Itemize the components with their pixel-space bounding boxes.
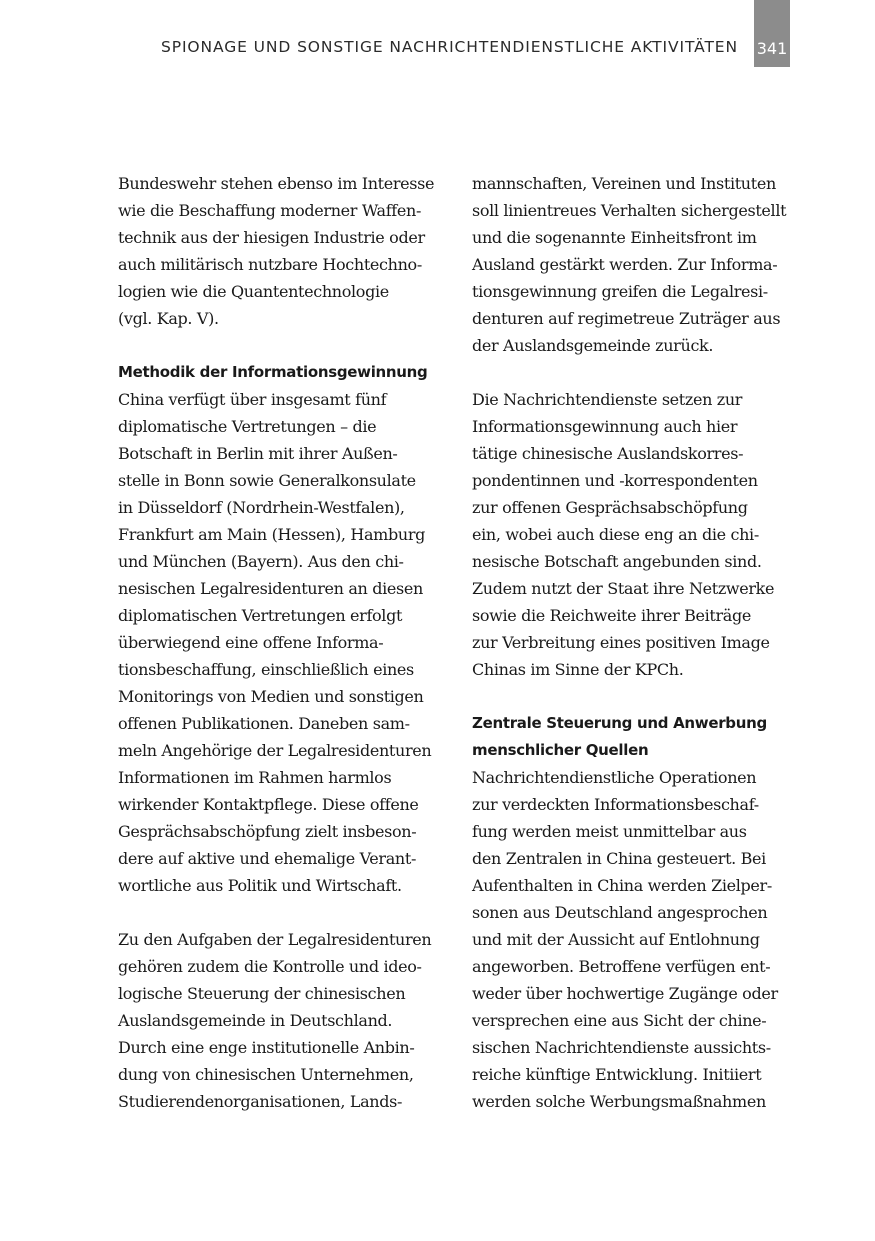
paragraph bbox=[118, 386, 453, 899]
running-header bbox=[0, 0, 875, 68]
text-line: Die Nachrichtendienste setzen zur bbox=[472, 390, 743, 409]
paragraph-spacer bbox=[472, 683, 807, 710]
text-line: Studierendenorganisationen, Lands- bbox=[118, 1092, 403, 1111]
text-line: wortliche aus Politik und Wirtschaft. bbox=[118, 876, 402, 895]
text-line: reiche künftige Entwicklung. Initiiert bbox=[472, 1065, 762, 1084]
text-line: und die sogenannte Einheitsfront im bbox=[472, 228, 757, 247]
text-line: Botschaft in Berlin mit ihrer Außen- bbox=[118, 444, 398, 463]
text-line: Chinas im Sinne der KPCh. bbox=[472, 660, 684, 679]
text-line: (vgl. Kap. V). bbox=[118, 309, 219, 328]
text-line: sowie die Reichweite ihrer Beiträge bbox=[472, 606, 751, 625]
text-line: gehören zudem die Kontrolle und ideo- bbox=[118, 957, 422, 976]
text-line: auch militärisch nutzbare Hochtechno- bbox=[118, 255, 422, 274]
text-line: denturen auf regimetreue Zuträger aus bbox=[472, 309, 781, 328]
text-line: der Auslandsgemeinde zurück. bbox=[472, 336, 714, 355]
text-line: Auslandsgemeinde in Deutschland. bbox=[118, 1011, 393, 1030]
section-heading: Methodik der Informationsgewinnung bbox=[118, 363, 428, 381]
running-title: SPIONAGE UND SONSTIGE NACHRICHTENDIENSTLICHE AKTIVITÄTEN bbox=[160, 38, 738, 56]
section-heading: Zentrale Steuerung und Anwerbung bbox=[472, 714, 767, 732]
text-line: meln Angehörige der Legalresidenturen bbox=[118, 741, 432, 760]
text-column-left bbox=[118, 170, 453, 1115]
text-line: Gesprächsabschöpfung zielt insbeson- bbox=[118, 822, 417, 841]
text-line: pondentinnen und -korrespondenten bbox=[472, 471, 758, 490]
text-column-right bbox=[472, 170, 807, 1115]
paragraph-spacer bbox=[118, 332, 453, 359]
text-line: offenen Publikationen. Daneben sam- bbox=[118, 714, 410, 733]
text-line: tionsgewinnung greifen die Legalresi- bbox=[472, 282, 768, 301]
text-line: technik aus der hiesigen Industrie oder bbox=[118, 228, 425, 247]
text-line: werden solche Werbungsmaßnahmen bbox=[472, 1092, 766, 1111]
text-line: Bundeswehr stehen ebenso im Interesse bbox=[118, 174, 435, 193]
text-line: zur offenen Gesprächsabschöpfung bbox=[472, 498, 748, 517]
text-line: sischen Nachrichtendienste aussichts- bbox=[472, 1038, 771, 1057]
paragraph bbox=[118, 170, 453, 332]
text-line: logische Steuerung der chinesischen bbox=[118, 984, 406, 1003]
text-line: Informationen im Rahmen harmlos bbox=[118, 768, 392, 787]
text-line: und mit der Aussicht auf Entlohnung bbox=[472, 930, 760, 949]
text-line: Frankfurt am Main (Hessen), Hamburg bbox=[118, 525, 426, 544]
text-line: stelle in Bonn sowie Generalkonsulate bbox=[118, 471, 416, 490]
text-line: angeworben. Betroffene verfügen ent- bbox=[472, 957, 771, 976]
section-heading: menschlicher Quellen bbox=[472, 741, 649, 759]
text-line: ein, wobei auch diese eng an die chi- bbox=[472, 525, 759, 544]
text-line: zur verdeckten Informationsbeschaf- bbox=[472, 795, 759, 814]
text-line: Informationsgewinnung auch hier bbox=[472, 417, 738, 436]
text-line: versprechen eine aus Sicht der chine- bbox=[472, 1011, 767, 1030]
text-line: China verfügt über insgesamt fünf bbox=[118, 390, 387, 409]
text-line: logien wie die Quantentechnologie bbox=[118, 282, 389, 301]
text-line: dere auf aktive und ehemalige Verant- bbox=[118, 849, 416, 868]
text-line: diplomatische Vertretungen – die bbox=[118, 417, 377, 436]
paragraph bbox=[472, 764, 807, 1115]
paragraph bbox=[472, 170, 807, 359]
text-line: Aufenthalten in China werden Zielper- bbox=[472, 876, 772, 895]
paragraph-spacer bbox=[118, 899, 453, 926]
text-line: Durch eine enge institutionelle Anbin- bbox=[118, 1038, 415, 1057]
page-number: 341 bbox=[756, 39, 788, 58]
text-line: wie die Beschaffung moderner Waffen- bbox=[118, 201, 421, 220]
text-line: überwiegend eine offene Informa- bbox=[118, 633, 384, 652]
paragraph bbox=[472, 386, 807, 683]
text-line: diplomatischen Vertretungen erfolgt bbox=[118, 606, 403, 625]
text-line: weder über hochwertige Zugänge oder bbox=[472, 984, 778, 1003]
text-line: in Düsseldorf (Nordrhein-Westfalen), bbox=[118, 498, 405, 517]
text-line: zur Verbreitung eines positiven Image bbox=[472, 633, 770, 652]
paragraph-spacer bbox=[472, 359, 807, 386]
text-line: Zu den Aufgaben der Legalresidenturen bbox=[118, 930, 432, 949]
text-line: wirkender Kontaktpflege. Diese offene bbox=[118, 795, 419, 814]
text-line: soll linientreues Verhalten sichergestellt bbox=[472, 201, 787, 220]
text-line: Ausland gestärkt werden. Zur Informa- bbox=[472, 255, 778, 274]
text-line: tionsbeschaffung, einschließlich eines bbox=[118, 660, 414, 679]
text-line: nesische Botschaft angebunden sind. bbox=[472, 552, 762, 571]
text-line: sonen aus Deutschland angesprochen bbox=[472, 903, 768, 922]
text-line: nesischen Legalresidenturen an diesen bbox=[118, 579, 423, 598]
page-number-tab bbox=[754, 0, 790, 67]
text-line: Nachrichtendienstliche Operationen bbox=[472, 768, 757, 787]
text-line: den Zentralen in China gesteuert. Bei bbox=[472, 849, 766, 868]
text-line: und München (Bayern). Aus den chi- bbox=[118, 552, 404, 571]
text-line: Monitorings von Medien und sonstigen bbox=[118, 687, 424, 706]
paragraph bbox=[118, 926, 453, 1115]
text-line: tätige chinesische Auslandskorres- bbox=[472, 444, 744, 463]
text-line: Zudem nutzt der Staat ihre Netzwerke bbox=[472, 579, 775, 598]
text-line: mannschaften, Vereinen und Instituten bbox=[472, 174, 776, 193]
text-line: fung werden meist unmittelbar aus bbox=[472, 822, 747, 841]
text-line: dung von chinesischen Unternehmen, bbox=[118, 1065, 414, 1084]
